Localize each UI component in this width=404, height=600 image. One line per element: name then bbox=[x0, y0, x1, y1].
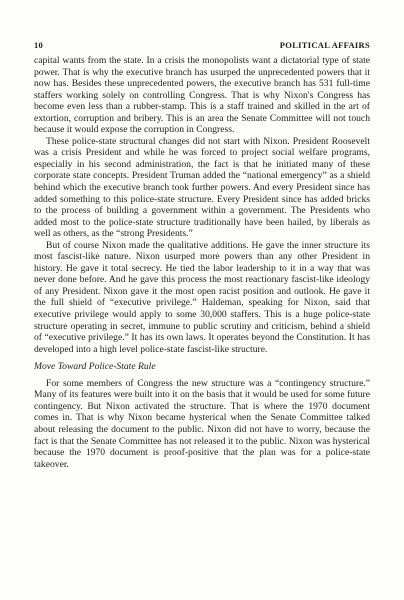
paragraph: For some members of Congress the new structure was a “contingency structure.” Many of its features were built into it on the basis that it would be used for some future contingency. But Nixon activated the structure. That is where the 1970 document comes in. That is why Nixon became hysterical when the Senate Committee talked about releasing the document to the public. Nixon did not have to worry, because the fact is that the Senate Committee has not released it to the public. Nixon was hysterical because the 1970 document is proof-positive that the plan was for a police-state takeover. bbox=[34, 377, 370, 470]
running-head: POLITICAL AFFAIRS bbox=[279, 40, 370, 50]
section-heading: Move Toward Police-State Rule bbox=[34, 361, 156, 373]
page-number: 10 bbox=[34, 40, 44, 50]
body-text bbox=[34, 55, 370, 470]
paragraph-continuation: capital wants from the state. In a crisis the monopolists want a dictatorial type of state power. That is why the executive branch has usurped the unprecedented powers that it now has. Besides these unprecedented powers, the executive branch has 531 full-time staffers working solely on controlling Congress. That is why Nixon's Congress has become even less than a rubber-stamp. This is a staff trained and skilled in the art of extortion, corruption and bribery. This is an area the Senate Committee will not touch because it would expose the corruption in Congress. bbox=[34, 55, 370, 136]
paragraph: These police-state structural changes did not start with Nixon. President Roosevelt was a crisis President and while he was forced to project social welfare programs, especially in his second administration, the fact is that he initiated many of these corporate state concepts. President Truman added the “national emergency” as a shield behind which the executive branch took further powers. And every President since has added something to this police-state structure. Every President since has added bricks to the process of building a government within a government. The Presidents who added most to the police-state structure traditionally have been hailed, by liberals as well as others, as the “strong Presidents.” bbox=[34, 135, 370, 240]
page-header bbox=[34, 40, 370, 52]
paragraph: But of course Nixon made the qualitative additions. He gave the inner structure its most fascist-like nature. Nixon usurped more powers than any other President in history. He gave it total secrecy. He tied the labor leadership to it in a way that was never done before. And he gave this process the most reactionary fascist-like ideology of any President. Nixon gave it the most open racist position and outlook. He gave it the full shield of “executive privilege.” Haldeman, speaking for Nixon, said that executive privilege would apply to some 30,000 staffers. This is a huge police-state structure operating in secret, immune to public scrutiny and criticism, behind a shield of “executive privilege.” It has its own laws. It operates beyond the Constitution. It has developed into a high level police-state fascist-like structure. bbox=[34, 239, 370, 355]
